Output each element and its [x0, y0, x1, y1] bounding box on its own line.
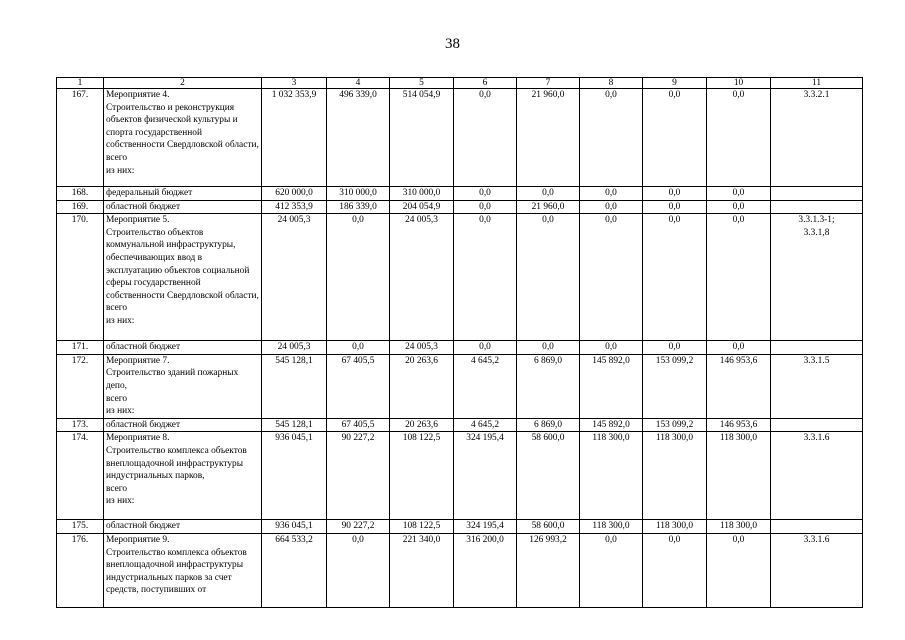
reference-cell	[771, 520, 863, 534]
description-cell: Мероприятие 7. Строительство зданий пожарных депо, всего из них:	[104, 354, 262, 418]
reference-cell: 3.3.1.5	[771, 354, 863, 418]
amount-cell: 664 533,2	[262, 533, 327, 607]
amount-cell: 0,0	[454, 200, 517, 214]
amount-cell: 6 869,0	[517, 354, 580, 418]
amount-cell: 0,0	[643, 187, 707, 201]
column-number: 7	[517, 78, 580, 89]
amount-cell: 146 953,6	[707, 418, 771, 432]
description-cell: областной бюджет	[104, 341, 262, 355]
amount-cell: 0,0	[707, 187, 771, 201]
amount-cell: 186 339,0	[327, 200, 390, 214]
amount-cell: 4 645,2	[454, 418, 517, 432]
amount-cell: 0,0	[327, 341, 390, 355]
row-number-cell: 167.	[57, 89, 104, 187]
amount-cell: 58 600,0	[517, 520, 580, 534]
amount-cell: 0,0	[643, 341, 707, 355]
amount-cell: 0,0	[643, 533, 707, 607]
description-cell: Мероприятие 5. Строительство объектов коммунальной инфраструктуры, обеспечивающих ввод в эксплуатацию объектов социальной сферы государственной собственности Свердловской области, всего из них:	[104, 214, 262, 341]
amount-cell: 145 892,0	[580, 418, 643, 432]
amount-cell: 0,0	[327, 214, 390, 341]
amount-cell: 108 122,5	[390, 432, 454, 520]
reference-cell: 3.3.2.1	[771, 89, 863, 187]
amount-cell: 24 005,3	[390, 214, 454, 341]
amount-cell: 67 405,5	[327, 418, 390, 432]
amount-cell: 324 195,4	[454, 432, 517, 520]
amount-cell: 0,0	[580, 341, 643, 355]
amount-cell: 0,0	[707, 214, 771, 341]
amount-cell: 0,0	[643, 214, 707, 341]
description-cell: Мероприятие 8. Строительство комплекса объектов внеплощадочной инфраструктуры индустриальных парков, всего из них:	[104, 432, 262, 520]
amount-cell: 0,0	[580, 533, 643, 607]
amount-cell: 118 300,0	[707, 432, 771, 520]
row-number-cell: 170.	[57, 214, 104, 341]
amount-cell: 0,0	[580, 187, 643, 201]
amount-cell: 0,0	[454, 341, 517, 355]
reference-cell	[771, 187, 863, 201]
amount-cell: 936 045,1	[262, 520, 327, 534]
amount-cell: 620 000,0	[262, 187, 327, 201]
budget-table	[56, 77, 863, 608]
row-number-cell: 168.	[57, 187, 104, 201]
amount-cell: 0,0	[517, 214, 580, 341]
amount-cell: 0,0	[707, 341, 771, 355]
amount-cell: 90 227,2	[327, 520, 390, 534]
column-number: 9	[643, 78, 707, 89]
column-number: 2	[104, 78, 262, 89]
amount-cell: 310 000,0	[390, 187, 454, 201]
amount-cell: 108 122,5	[390, 520, 454, 534]
description-cell: областной бюджет	[104, 200, 262, 214]
amount-cell: 153 099,2	[643, 354, 707, 418]
amount-cell: 58 600,0	[517, 432, 580, 520]
amount-cell: 24 005,3	[262, 341, 327, 355]
row-number-cell: 176.	[57, 533, 104, 607]
amount-cell: 0,0	[454, 187, 517, 201]
amount-cell: 1 032 353,9	[262, 89, 327, 187]
row-number-cell: 172.	[57, 354, 104, 418]
table-row	[57, 418, 863, 432]
amount-cell: 153 099,2	[643, 418, 707, 432]
row-number-cell: 171.	[57, 341, 104, 355]
table-row	[57, 520, 863, 534]
amount-cell: 0,0	[517, 341, 580, 355]
table-row	[57, 432, 863, 520]
amount-cell: 126 993,2	[517, 533, 580, 607]
description-cell: Мероприятие 4. Строительство и реконструкция объектов физической культуры и спорта государственной собственности Свердловской области, всего из них:	[104, 89, 262, 187]
row-number-cell: 173.	[57, 418, 104, 432]
amount-cell: 21 960,0	[517, 89, 580, 187]
amount-cell: 24 005,3	[262, 214, 327, 341]
page-number: 38	[445, 36, 460, 52]
amount-cell: 0,0	[580, 214, 643, 341]
amount-cell: 204 054,9	[390, 200, 454, 214]
table-row	[57, 341, 863, 355]
amount-cell: 0,0	[580, 89, 643, 187]
amount-cell: 316 200,0	[454, 533, 517, 607]
description-cell: Мероприятие 9. Строительство комплекса объектов внеплощадочной инфраструктуры индустриальных парков за счет средств, поступивших от	[104, 533, 262, 607]
reference-cell: 3.3.1.6	[771, 533, 863, 607]
column-number-row	[57, 78, 863, 89]
amount-cell: 0,0	[580, 200, 643, 214]
table-row	[57, 200, 863, 214]
amount-cell: 0,0	[517, 187, 580, 201]
amount-cell: 4 645,2	[454, 354, 517, 418]
amount-cell: 310 000,0	[327, 187, 390, 201]
amount-cell: 21 960,0	[517, 200, 580, 214]
amount-cell: 545 128,1	[262, 418, 327, 432]
amount-cell: 324 195,4	[454, 520, 517, 534]
amount-cell: 118 300,0	[643, 520, 707, 534]
amount-cell: 0,0	[707, 200, 771, 214]
amount-cell: 24 005,3	[390, 341, 454, 355]
row-number-cell: 175.	[57, 520, 104, 534]
amount-cell: 118 300,0	[707, 520, 771, 534]
table-row	[57, 89, 863, 187]
amount-cell: 412 353,9	[262, 200, 327, 214]
amount-cell: 0,0	[643, 200, 707, 214]
amount-cell: 0,0	[454, 214, 517, 341]
amount-cell: 221 340,0	[390, 533, 454, 607]
table-row	[57, 533, 863, 607]
column-number: 8	[580, 78, 643, 89]
amount-cell: 545 128,1	[262, 354, 327, 418]
reference-cell: 3.3.1.6	[771, 432, 863, 520]
column-number: 11	[771, 78, 863, 89]
column-number: 10	[707, 78, 771, 89]
description-cell: областной бюджет	[104, 520, 262, 534]
reference-cell: 3.3.1.3-1; 3.3.1,8	[771, 214, 863, 341]
column-number: 4	[327, 78, 390, 89]
amount-cell: 514 054,9	[390, 89, 454, 187]
amount-cell: 145 892,0	[580, 354, 643, 418]
amount-cell: 0,0	[454, 89, 517, 187]
amount-cell: 118 300,0	[643, 432, 707, 520]
amount-cell: 0,0	[327, 533, 390, 607]
amount-cell: 118 300,0	[580, 432, 643, 520]
description-cell: областной бюджет	[104, 418, 262, 432]
amount-cell: 67 405,5	[327, 354, 390, 418]
reference-cell	[771, 341, 863, 355]
reference-cell	[771, 200, 863, 214]
column-number: 1	[57, 78, 104, 89]
amount-cell: 496 339,0	[327, 89, 390, 187]
column-number: 6	[454, 78, 517, 89]
amount-cell: 90 227,2	[327, 432, 390, 520]
table-row	[57, 187, 863, 201]
amount-cell: 0,0	[643, 89, 707, 187]
amount-cell: 118 300,0	[580, 520, 643, 534]
amount-cell: 146 953,6	[707, 354, 771, 418]
amount-cell: 20 263,6	[390, 354, 454, 418]
reference-cell	[771, 418, 863, 432]
amount-cell: 20 263,6	[390, 418, 454, 432]
amount-cell: 0,0	[707, 533, 771, 607]
row-number-cell: 174.	[57, 432, 104, 520]
table-row	[57, 354, 863, 418]
table-row	[57, 214, 863, 341]
amount-cell: 0,0	[707, 89, 771, 187]
column-number: 5	[390, 78, 454, 89]
column-number: 3	[262, 78, 327, 89]
amount-cell: 936 045,1	[262, 432, 327, 520]
description-cell: федеральный бюджет	[104, 187, 262, 201]
amount-cell: 6 869,0	[517, 418, 580, 432]
row-number-cell: 169.	[57, 200, 104, 214]
